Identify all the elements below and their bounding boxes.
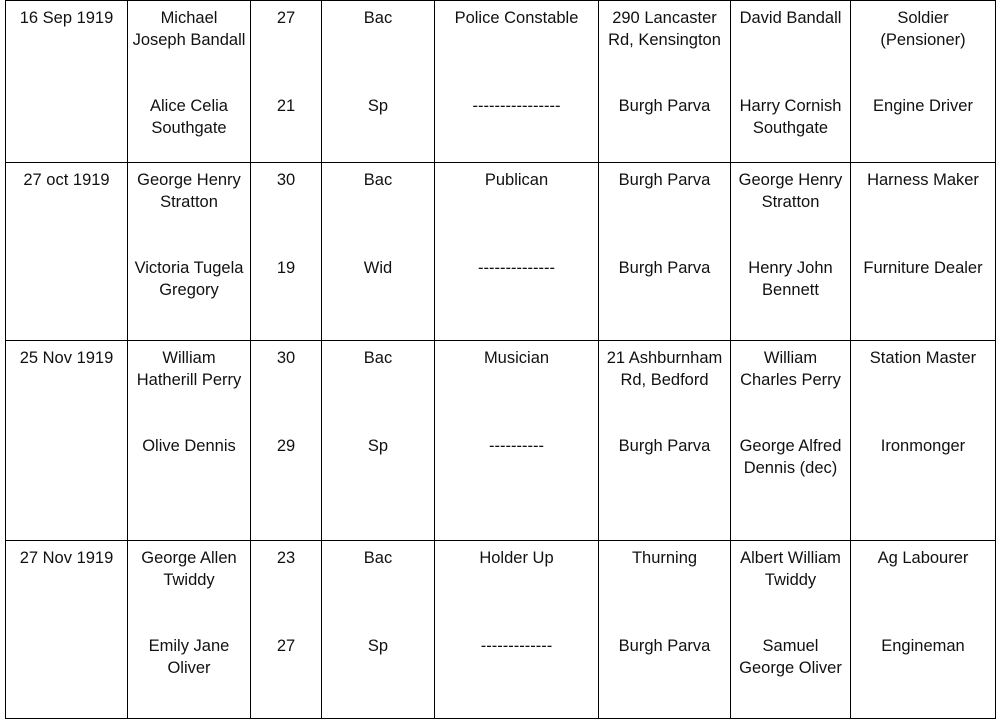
bride-occupation: ------------- bbox=[480, 637, 553, 655]
bride-age: 29 bbox=[276, 437, 296, 455]
bride-father-occupation: Furniture Dealer bbox=[863, 259, 983, 277]
groom-father: David Bandall bbox=[739, 9, 842, 27]
groom-name: George Henry Stratton bbox=[137, 171, 241, 211]
groom-father: William Charles Perry bbox=[740, 349, 841, 389]
table-row bbox=[6, 1, 996, 163]
bride-residence: Burgh Parva bbox=[618, 97, 711, 115]
groom-father-occupation: Station Master bbox=[869, 349, 977, 367]
groom-condition: Bac bbox=[363, 9, 393, 27]
bride-father: Harry Cornish Southgate bbox=[739, 97, 842, 137]
groom-occupation: Musician bbox=[483, 349, 550, 367]
names-cell bbox=[128, 341, 251, 541]
marriage-register-table bbox=[5, 0, 996, 719]
bride-father-occupation: Ironmonger bbox=[880, 437, 966, 455]
father-occupation-cell bbox=[851, 541, 996, 719]
bride-occupation: ---------- bbox=[489, 437, 544, 455]
groom-father-occupation: Ag Labourer bbox=[877, 549, 969, 567]
father-cell bbox=[731, 163, 851, 341]
residence-cell bbox=[599, 1, 731, 163]
names-cell bbox=[128, 541, 251, 719]
ages-cell bbox=[251, 1, 322, 163]
date-cell bbox=[6, 1, 128, 163]
marriage-date: 27 Nov 1919 bbox=[19, 549, 114, 567]
groom-age: 30 bbox=[276, 171, 296, 189]
marriage-date: 27 oct 1919 bbox=[23, 171, 110, 189]
father-occupation-cell bbox=[851, 163, 996, 341]
father-occupation-cell bbox=[851, 1, 996, 163]
bride-occupation: -------------- bbox=[478, 259, 555, 277]
occupation-cell bbox=[435, 1, 599, 163]
condition-cell bbox=[322, 341, 435, 541]
occupation-cell bbox=[435, 541, 599, 719]
groom-residence: 290 Lancaster Rd, Kensington bbox=[608, 9, 721, 49]
marriage-date: 16 Sep 1919 bbox=[19, 9, 114, 27]
groom-residence: 21 Ashburnham Rd, Bedford bbox=[606, 349, 723, 389]
names-cell bbox=[128, 1, 251, 163]
condition-cell bbox=[322, 541, 435, 719]
groom-father-occupation: Soldier (Pensioner) bbox=[880, 9, 966, 49]
bride-age: 27 bbox=[276, 637, 296, 655]
bride-father-occupation: Engine Driver bbox=[873, 97, 973, 115]
bride-occupation: ---------------- bbox=[472, 97, 561, 115]
father-cell bbox=[731, 341, 851, 541]
bride-condition: Sp bbox=[367, 437, 389, 455]
table-row bbox=[6, 163, 996, 341]
groom-name: Michael Joseph Bandall bbox=[132, 9, 246, 49]
groom-age: 23 bbox=[276, 549, 296, 567]
groom-condition: Bac bbox=[363, 171, 393, 189]
residence-cell bbox=[599, 341, 731, 541]
table-row bbox=[6, 541, 996, 719]
father-occupation-cell bbox=[851, 341, 996, 541]
table-row bbox=[6, 341, 996, 541]
bride-father: Henry John Bennett bbox=[748, 259, 833, 299]
groom-father: George Henry Stratton bbox=[738, 171, 843, 211]
groom-father-occupation: Harness Maker bbox=[867, 171, 979, 189]
bride-residence: Burgh Parva bbox=[618, 637, 711, 655]
groom-condition: Bac bbox=[363, 549, 393, 567]
bride-age: 21 bbox=[276, 97, 296, 115]
groom-name: George Allen Twiddy bbox=[141, 549, 237, 589]
bride-father-occupation: Engineman bbox=[881, 637, 965, 655]
occupation-cell bbox=[435, 341, 599, 541]
father-cell bbox=[731, 1, 851, 163]
father-cell bbox=[731, 541, 851, 719]
ages-cell bbox=[251, 163, 322, 341]
bride-condition: Wid bbox=[363, 259, 393, 277]
bride-name: Alice Celia Southgate bbox=[150, 97, 228, 137]
bride-condition: Sp bbox=[367, 637, 389, 655]
bride-name: Olive Dennis bbox=[142, 437, 236, 455]
date-cell bbox=[6, 163, 128, 341]
names-cell bbox=[128, 163, 251, 341]
groom-residence: Thurning bbox=[631, 549, 698, 567]
groom-name: William Hatherill Perry bbox=[136, 349, 242, 389]
residence-cell bbox=[599, 163, 731, 341]
groom-father: Albert William Twiddy bbox=[740, 549, 841, 589]
groom-occupation: Holder Up bbox=[479, 549, 554, 567]
bride-condition: Sp bbox=[367, 97, 389, 115]
condition-cell bbox=[322, 1, 435, 163]
ages-cell bbox=[251, 341, 322, 541]
bride-father: Samuel George Oliver bbox=[739, 637, 842, 677]
groom-occupation: Police Constable bbox=[454, 9, 579, 27]
bride-age: 19 bbox=[276, 259, 296, 277]
groom-occupation: Publican bbox=[484, 171, 549, 189]
groom-residence: Burgh Parva bbox=[618, 171, 711, 189]
groom-age: 30 bbox=[276, 349, 296, 367]
occupation-cell bbox=[435, 163, 599, 341]
bride-residence: Burgh Parva bbox=[618, 437, 711, 455]
groom-age: 27 bbox=[276, 9, 296, 27]
bride-name: Victoria Tugela Gregory bbox=[134, 259, 244, 299]
ages-cell bbox=[251, 541, 322, 719]
date-cell bbox=[6, 541, 128, 719]
bride-name: Emily Jane Oliver bbox=[148, 637, 230, 677]
marriage-date: 25 Nov 1919 bbox=[19, 349, 114, 367]
residence-cell bbox=[599, 541, 731, 719]
condition-cell bbox=[322, 163, 435, 341]
groom-condition: Bac bbox=[363, 349, 393, 367]
bride-residence: Burgh Parva bbox=[618, 259, 711, 277]
bride-father: George Alfred Dennis (dec) bbox=[739, 437, 842, 477]
date-cell bbox=[6, 341, 128, 541]
